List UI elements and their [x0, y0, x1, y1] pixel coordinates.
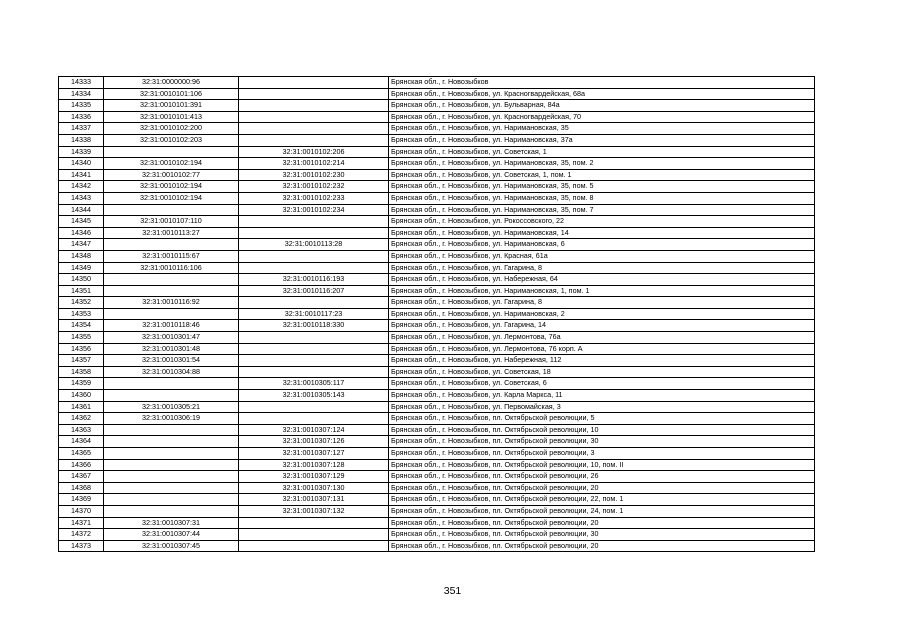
- address-cell: Брянская обл., г. Новозыбков, ул. Наримановская, 2: [389, 308, 815, 320]
- cadastral-number-cell: [104, 482, 239, 494]
- address-cell: Брянская обл., г. Новозыбков, ул. Красная, 61а: [389, 250, 815, 262]
- address-cell: Брянская обл., г. Новозыбков, ул. Гагарина, 8: [389, 297, 815, 309]
- related-cadastral-number-cell: [239, 111, 389, 123]
- table-row: [59, 158, 815, 170]
- address-cell: Брянская обл., г. Новозыбков, пл. Октябрьской революции, 22, пом. 1: [389, 494, 815, 506]
- record-number-cell: 14340: [59, 158, 104, 170]
- cadastral-number-cell: 32:31:0010307:44: [104, 529, 239, 541]
- related-cadastral-number-cell: 32:31:0010307:131: [239, 494, 389, 506]
- address-cell: Брянская обл., г. Новозыбков, ул. Набережная, 64: [389, 274, 815, 286]
- address-cell: Брянская обл., г. Новозыбков: [389, 77, 815, 89]
- related-cadastral-number-cell: [239, 401, 389, 413]
- record-number-cell: 14353: [59, 308, 104, 320]
- record-number-cell: 14335: [59, 100, 104, 112]
- table-row: [59, 459, 815, 471]
- table-row: [59, 111, 815, 123]
- cadastral-number-cell: [104, 378, 239, 390]
- cadastral-number-cell: [104, 471, 239, 483]
- table-row: [59, 424, 815, 436]
- record-number-cell: 14359: [59, 378, 104, 390]
- table-row: [59, 285, 815, 297]
- table-row: [59, 123, 815, 135]
- related-cadastral-number-cell: 32:31:0010102:214: [239, 158, 389, 170]
- page-number: 351: [443, 585, 462, 597]
- record-number-cell: 14343: [59, 192, 104, 204]
- cadastral-number-cell: 32:31:0010301:48: [104, 343, 239, 355]
- table-row: [59, 343, 815, 355]
- related-cadastral-number-cell: 32:31:0010117:23: [239, 308, 389, 320]
- address-cell: Брянская обл., г. Новозыбков, ул. Лермонтова, 76 корп. А: [389, 343, 815, 355]
- record-number-cell: 14350: [59, 274, 104, 286]
- address-cell: Брянская обл., г. Новозыбков, ул. Бульварная, 84а: [389, 100, 815, 112]
- cadastral-number-cell: [104, 274, 239, 286]
- table-row: [59, 239, 815, 251]
- record-number-cell: 14337: [59, 123, 104, 135]
- related-cadastral-number-cell: [239, 343, 389, 355]
- address-cell: Брянская обл., г. Новозыбков, ул. Наримановская, 6: [389, 239, 815, 251]
- table-row: [59, 216, 815, 228]
- related-cadastral-number-cell: 32:31:0010102:206: [239, 146, 389, 158]
- cadastral-number-cell: [104, 448, 239, 460]
- table-row: [59, 505, 815, 517]
- cadastral-number-cell: [104, 239, 239, 251]
- address-cell: Брянская обл., г. Новозыбков, ул. Наримановская, 35, пом. 7: [389, 204, 815, 216]
- cadastral-number-cell: 32:31:0010101:413: [104, 111, 239, 123]
- related-cadastral-number-cell: 32:31:0010307:129: [239, 471, 389, 483]
- record-number-cell: 14373: [59, 540, 104, 552]
- table-row: [59, 494, 815, 506]
- address-cell: Брянская обл., г. Новозыбков, пл. Октябрьской революции, 5: [389, 413, 815, 425]
- cadastral-number-cell: 32:31:0010301:54: [104, 355, 239, 367]
- address-cell: Брянская обл., г. Новозыбков, пл. Октябрьской революции, 30: [389, 436, 815, 448]
- table-row: [59, 355, 815, 367]
- address-cell: Брянская обл., г. Новозыбков, ул. Наримановская, 35: [389, 123, 815, 135]
- table-row: [59, 134, 815, 146]
- cadastral-number-cell: 32:31:0010102:194: [104, 192, 239, 204]
- record-number-cell: 14347: [59, 239, 104, 251]
- address-cell: Брянская обл., г. Новозыбков, пл. Октябрьской революции, 30: [389, 529, 815, 541]
- related-cadastral-number-cell: 32:31:0010307:127: [239, 448, 389, 460]
- table-row: [59, 204, 815, 216]
- table-row: [59, 169, 815, 181]
- record-number-cell: 14367: [59, 471, 104, 483]
- record-number-cell: 14371: [59, 517, 104, 529]
- address-cell: Брянская обл., г. Новозыбков, ул. Наримановская, 37а: [389, 134, 815, 146]
- table-row: [59, 471, 815, 483]
- cadastral-register-table: [58, 76, 815, 552]
- cadastral-number-cell: 32:31:0010116:106: [104, 262, 239, 274]
- cadastral-number-cell: 32:31:0010115:67: [104, 250, 239, 262]
- cadastral-number-cell: [104, 146, 239, 158]
- record-number-cell: 14357: [59, 355, 104, 367]
- table-row: [59, 332, 815, 344]
- record-number-cell: 14363: [59, 424, 104, 436]
- cadastral-number-cell: 32:31:0010102:200: [104, 123, 239, 135]
- record-number-cell: 14349: [59, 262, 104, 274]
- address-cell: Брянская обл., г. Новозыбков, ул. Гагарина, 8: [389, 262, 815, 274]
- record-number-cell: 14368: [59, 482, 104, 494]
- record-number-cell: 14356: [59, 343, 104, 355]
- related-cadastral-number-cell: [239, 332, 389, 344]
- related-cadastral-number-cell: [239, 88, 389, 100]
- table-row: [59, 88, 815, 100]
- table-row: [59, 308, 815, 320]
- related-cadastral-number-cell: [239, 540, 389, 552]
- table-row: [59, 146, 815, 158]
- address-cell: Брянская обл., г. Новозыбков, пл. Октябрьской революции, 20: [389, 517, 815, 529]
- address-cell: Брянская обл., г. Новозыбков, ул. Наримановская, 35, пом. 2: [389, 158, 815, 170]
- address-cell: Брянская обл., г. Новозыбков, ул. Советская, 18: [389, 366, 815, 378]
- record-number-cell: 14361: [59, 401, 104, 413]
- cadastral-number-cell: 32:31:0010102:194: [104, 181, 239, 193]
- cadastral-number-cell: 32:31:0010102:194: [104, 158, 239, 170]
- table-row: [59, 320, 815, 332]
- cadastral-number-cell: 32:31:0010305:21: [104, 401, 239, 413]
- related-cadastral-number-cell: 32:31:0010116:193: [239, 274, 389, 286]
- record-number-cell: 14344: [59, 204, 104, 216]
- cadastral-number-cell: 32:31:0010102:77: [104, 169, 239, 181]
- record-number-cell: 14364: [59, 436, 104, 448]
- table-row: [59, 366, 815, 378]
- cadastral-number-cell: 32:31:0010307:31: [104, 517, 239, 529]
- related-cadastral-number-cell: 32:31:0010116:207: [239, 285, 389, 297]
- address-cell: Брянская обл., г. Новозыбков, ул. Лермонтова, 76а: [389, 332, 815, 344]
- related-cadastral-number-cell: 32:31:0010307:130: [239, 482, 389, 494]
- table-row: [59, 192, 815, 204]
- cadastral-number-cell: [104, 285, 239, 297]
- related-cadastral-number-cell: 32:31:0010307:132: [239, 505, 389, 517]
- table-row: [59, 401, 815, 413]
- related-cadastral-number-cell: [239, 262, 389, 274]
- address-cell: Брянская обл., г. Новозыбков, пл. Октябрьской революции, 10: [389, 424, 815, 436]
- table-row: [59, 274, 815, 286]
- related-cadastral-number-cell: [239, 517, 389, 529]
- related-cadastral-number-cell: 32:31:0010113:28: [239, 239, 389, 251]
- table-row: [59, 77, 815, 89]
- related-cadastral-number-cell: 32:31:0010102:230: [239, 169, 389, 181]
- cadastral-number-cell: 32:31:0010118:46: [104, 320, 239, 332]
- cadastral-number-cell: [104, 390, 239, 402]
- table-row: [59, 517, 815, 529]
- related-cadastral-number-cell: [239, 250, 389, 262]
- address-cell: Брянская обл., г. Новозыбков, ул. Советская, 1, пом. 1: [389, 169, 815, 181]
- record-number-cell: 14370: [59, 505, 104, 517]
- cadastral-number-cell: 32:31:0010304:88: [104, 366, 239, 378]
- related-cadastral-number-cell: 32:31:0010307:124: [239, 424, 389, 436]
- cadastral-number-cell: [104, 424, 239, 436]
- record-number-cell: 14348: [59, 250, 104, 262]
- record-number-cell: 14338: [59, 134, 104, 146]
- related-cadastral-number-cell: 32:31:0010305:117: [239, 378, 389, 390]
- record-number-cell: 14342: [59, 181, 104, 193]
- record-number-cell: 14352: [59, 297, 104, 309]
- record-number-cell: 14334: [59, 88, 104, 100]
- cadastral-number-cell: 32:31:0010102:203: [104, 134, 239, 146]
- cadastral-number-cell: 32:31:0010101:391: [104, 100, 239, 112]
- address-cell: Брянская обл., г. Новозыбков, пл. Октябрьской революции, 20: [389, 540, 815, 552]
- table-row: [59, 227, 815, 239]
- address-cell: Брянская обл., г. Новозыбков, ул. Набережная, 112: [389, 355, 815, 367]
- cadastral-number-cell: [104, 459, 239, 471]
- cadastral-number-cell: [104, 308, 239, 320]
- record-number-cell: 14358: [59, 366, 104, 378]
- related-cadastral-number-cell: [239, 366, 389, 378]
- related-cadastral-number-cell: 32:31:0010102:232: [239, 181, 389, 193]
- address-cell: Брянская обл., г. Новозыбков, ул. Карла Маркса, 11: [389, 390, 815, 402]
- address-cell: Брянская обл., г. Новозыбков, пл. Октябрьской революции, 3: [389, 448, 815, 460]
- related-cadastral-number-cell: [239, 77, 389, 89]
- table-row: [59, 482, 815, 494]
- cadastral-number-cell: 32:31:0010113:27: [104, 227, 239, 239]
- cadastral-number-cell: 32:31:0010306:19: [104, 413, 239, 425]
- address-cell: Брянская обл., г. Новозыбков, ул. Наримановская, 35, пом. 5: [389, 181, 815, 193]
- cadastral-number-cell: 32:31:0010116:92: [104, 297, 239, 309]
- record-number-cell: 14351: [59, 285, 104, 297]
- related-cadastral-number-cell: [239, 216, 389, 228]
- address-cell: Брянская обл., г. Новозыбков, ул. Наримановская, 14: [389, 227, 815, 239]
- table-row: [59, 540, 815, 552]
- record-number-cell: 14345: [59, 216, 104, 228]
- table-row: [59, 413, 815, 425]
- record-number-cell: 14372: [59, 529, 104, 541]
- cadastral-number-cell: 32:31:0010101:106: [104, 88, 239, 100]
- address-cell: Брянская обл., г. Новозыбков, ул. Красногвардейская, 70: [389, 111, 815, 123]
- table-row: [59, 529, 815, 541]
- register-table-body: [59, 77, 815, 552]
- table-row: [59, 100, 815, 112]
- record-number-cell: 14354: [59, 320, 104, 332]
- cadastral-number-cell: 32:31:0010307:45: [104, 540, 239, 552]
- record-number-cell: 14365: [59, 448, 104, 460]
- related-cadastral-number-cell: [239, 297, 389, 309]
- table-row: [59, 390, 815, 402]
- address-cell: Брянская обл., г. Новозыбков, ул. Советская, 1: [389, 146, 815, 158]
- address-cell: Брянская обл., г. Новозыбков, пл. Октябрьской революции, 20: [389, 482, 815, 494]
- related-cadastral-number-cell: [239, 413, 389, 425]
- related-cadastral-number-cell: 32:31:0010118:330: [239, 320, 389, 332]
- table-row: [59, 448, 815, 460]
- cadastral-number-cell: 32:31:0010107:110: [104, 216, 239, 228]
- record-number-cell: 14362: [59, 413, 104, 425]
- related-cadastral-number-cell: [239, 355, 389, 367]
- cadastral-number-cell: [104, 204, 239, 216]
- related-cadastral-number-cell: [239, 529, 389, 541]
- record-number-cell: 14346: [59, 227, 104, 239]
- related-cadastral-number-cell: 32:31:0010307:128: [239, 459, 389, 471]
- related-cadastral-number-cell: [239, 134, 389, 146]
- cadastral-number-cell: 32:31:0010301:47: [104, 332, 239, 344]
- record-number-cell: 14333: [59, 77, 104, 89]
- related-cadastral-number-cell: 32:31:0010102:233: [239, 192, 389, 204]
- table-row: [59, 436, 815, 448]
- address-cell: Брянская обл., г. Новозыбков, ул. Рокоссовского, 22: [389, 216, 815, 228]
- address-cell: Брянская обл., г. Новозыбков, ул. Советская, 6: [389, 378, 815, 390]
- address-cell: Брянская обл., г. Новозыбков, ул. Красногвардейская, 68а: [389, 88, 815, 100]
- record-number-cell: 14341: [59, 169, 104, 181]
- cadastral-number-cell: [104, 436, 239, 448]
- related-cadastral-number-cell: 32:31:0010102:234: [239, 204, 389, 216]
- related-cadastral-number-cell: [239, 123, 389, 135]
- cadastral-number-cell: 32:31:0000000:96: [104, 77, 239, 89]
- related-cadastral-number-cell: [239, 227, 389, 239]
- record-number-cell: 14355: [59, 332, 104, 344]
- record-number-cell: 14369: [59, 494, 104, 506]
- address-cell: Брянская обл., г. Новозыбков, пл. Октябрьской революции, 10, пом. II: [389, 459, 815, 471]
- related-cadastral-number-cell: [239, 100, 389, 112]
- address-cell: Брянская обл., г. Новозыбков, ул. Гагарина, 14: [389, 320, 815, 332]
- table-row: [59, 250, 815, 262]
- cadastral-number-cell: [104, 494, 239, 506]
- record-number-cell: 14336: [59, 111, 104, 123]
- table-row: [59, 262, 815, 274]
- table-row: [59, 297, 815, 309]
- address-cell: Брянская обл., г. Новозыбков, ул. Наримановская, 35, пом. 8: [389, 192, 815, 204]
- address-cell: Брянская обл., г. Новозыбков, пл. Октябрьской революции, 26: [389, 471, 815, 483]
- address-cell: Брянская обл., г. Новозыбков, ул. Первомайская, 3: [389, 401, 815, 413]
- record-number-cell: 14339: [59, 146, 104, 158]
- address-cell: Брянская обл., г. Новозыбков, ул. Наримановская, 1, пом. 1: [389, 285, 815, 297]
- record-number-cell: 14366: [59, 459, 104, 471]
- table-row: [59, 378, 815, 390]
- related-cadastral-number-cell: 32:31:0010307:126: [239, 436, 389, 448]
- cadastral-number-cell: [104, 505, 239, 517]
- table-row: [59, 181, 815, 193]
- record-number-cell: 14360: [59, 390, 104, 402]
- address-cell: Брянская обл., г. Новозыбков, пл. Октябрьской революции, 24, пом. 1: [389, 505, 815, 517]
- related-cadastral-number-cell: 32:31:0010305:143: [239, 390, 389, 402]
